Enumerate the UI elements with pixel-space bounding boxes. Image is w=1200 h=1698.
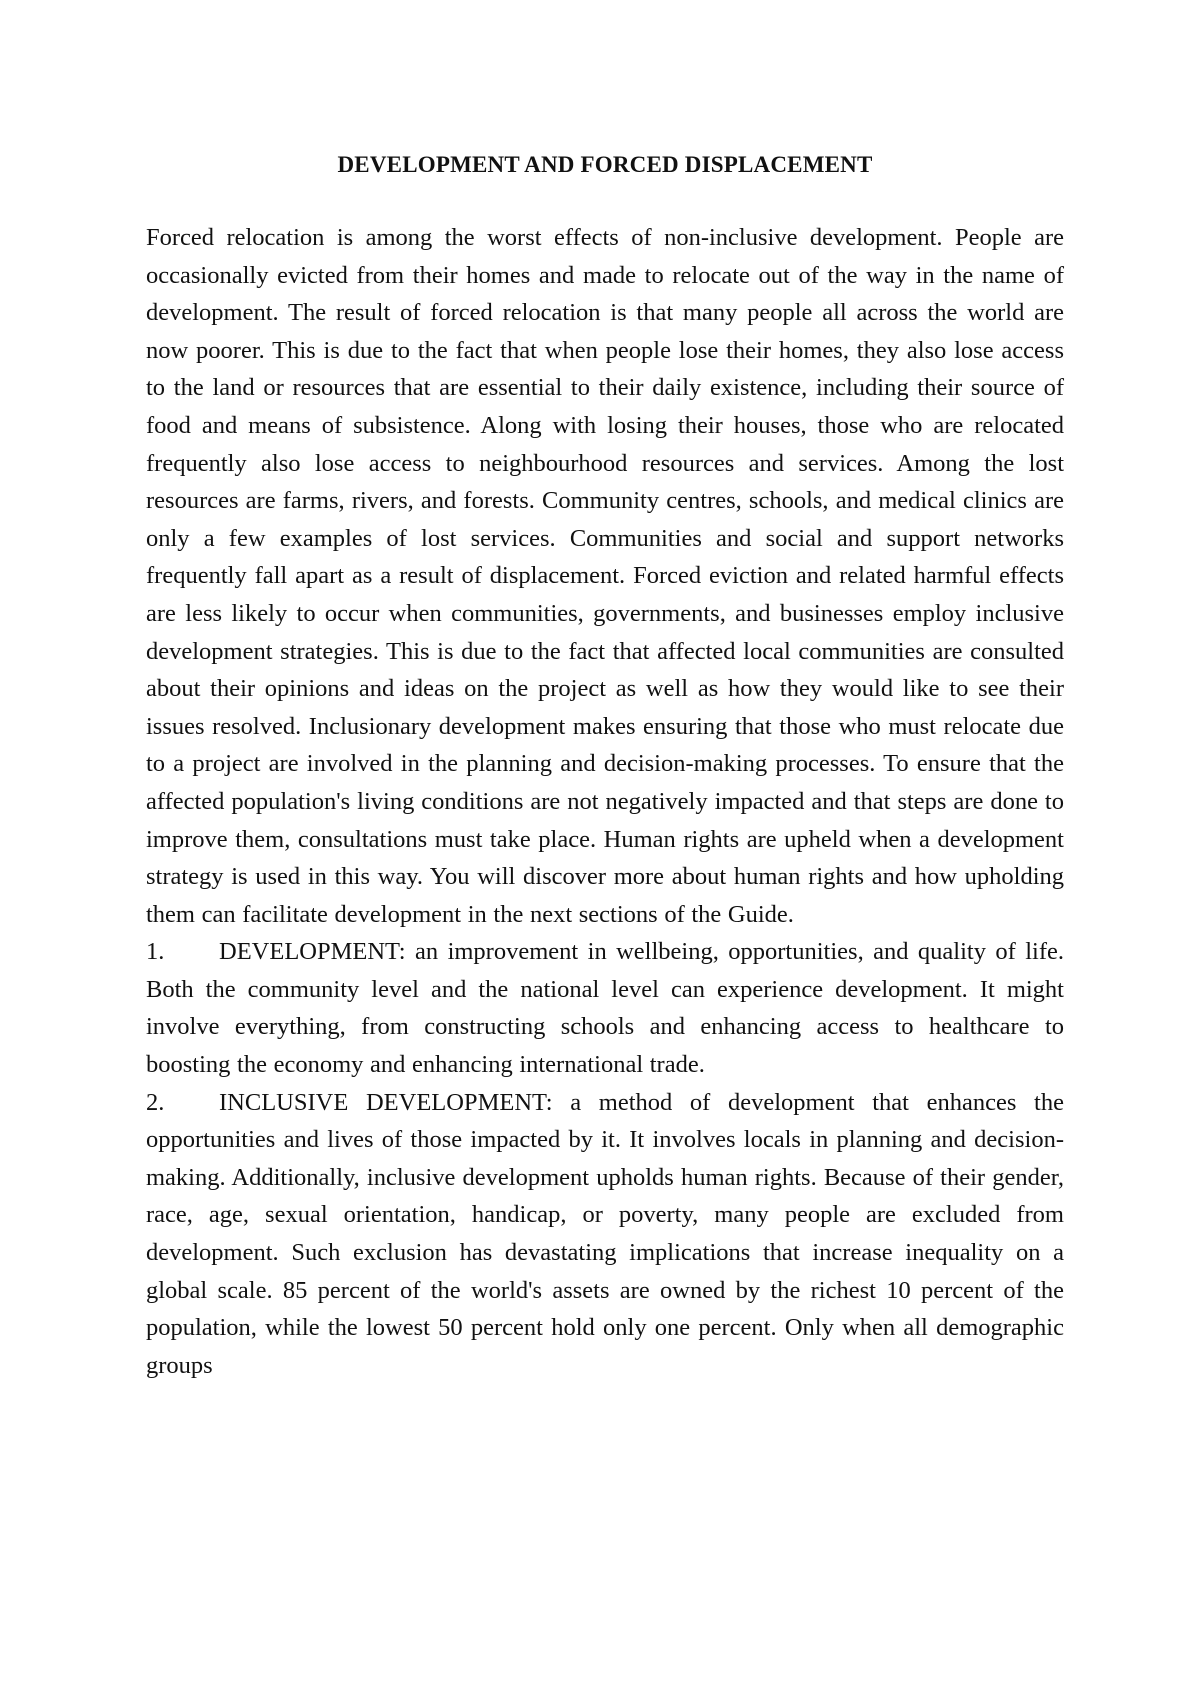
list-item-text: INCLUSIVE DEVELOPMENT: a method of development that enhances the opportunities and lives of those impacted by it. It involves locals in planning and decision-making. Additionally, inclusive development upholds human rights. Because of their gender, race, age, sexual orientation, handicap, or poverty, many people are excluded from development. Such exclusion has devastating implications that increase inequality on a global scale. 85 percent of the world's assets are owned by the richest 10 percent of the population, while the lowest 50 percent hold only one percent. Only when all demographic groups bbox=[146, 1088, 1064, 1379]
intro-paragraph: Forced relocation is among the worst effects of non-inclusive development. People are occasionally evicted from their homes and made to relocate out of the way in the name of development. The result of forced relocation is that many people all across the world are now poorer. This is due to the fact that when people lose their homes, they also lose access to the land or resources that are essential to their daily existence, including their source of food and means of subsistence. Along with losing their houses, those who are relocated frequently also lose access to neighbourhood resources and services. Among the lost resources are farms, rivers, and forests. Community centres, schools, and medical clinics are only a few examples of lost services. Communities and social and support networks frequently fall apart as a result of displacement. Forced eviction and related harmful effects are less likely to occur when communities, governments, and businesses employ inclusive development strategies. This is due to the fact that affected local communities are consulted about their opinions and ideas on the project as well as how they would like to see their issues resolved. Inclusionary development makes ensuring that those who must relocate due to a project are involved in the planning and decision-making processes. To ensure that the affected population's living conditions are not negatively impacted and that steps are done to improve them, consultations must take place. Human rights are upheld when a development strategy is used in this way. You will discover more about human rights and how upholding them can facilitate development in the next sections of the Guide. bbox=[146, 224, 1064, 928]
document-body bbox=[146, 219, 1064, 1384]
document-title: DEVELOPMENT AND FORCED DISPLACEMENT bbox=[337, 152, 873, 177]
list-item-number: 1. bbox=[146, 938, 165, 966]
list-item-text: DEVELOPMENT: an improvement in wellbeing, opportunities, and quality of life. Both the community level and the national level can experience development. It might involve everything, from constructing schools and enhancing access to healthcare to boosting the economy and enhancing international trade. bbox=[146, 938, 1064, 1079]
list-item-inclusive-development bbox=[146, 1084, 1064, 1385]
list-item-number: 2. bbox=[146, 1088, 165, 1116]
list-item-development bbox=[146, 933, 1064, 1083]
